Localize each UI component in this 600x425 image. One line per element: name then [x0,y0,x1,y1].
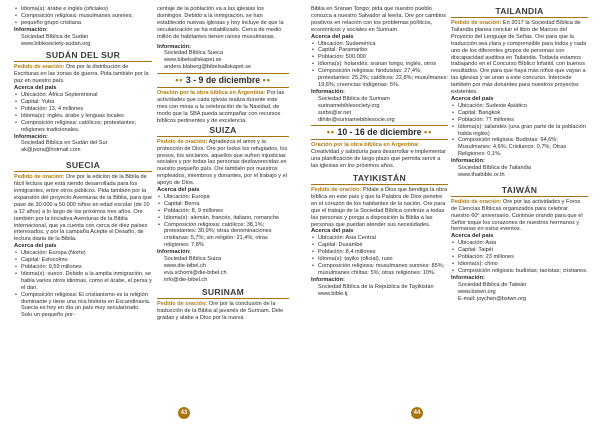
list-item: • Composición religiosa: El cristianismo es la religión dominante y tiene una rica historia en Escandinavia. Suecia es hoy en día un país muy secularizado. Solo un pequeño por- [21,292,152,320]
country-heading-tayikistan: TAYIKISTÁN [352,173,407,184]
divider [451,196,588,197]
info-line: www.bible.tj [318,290,348,297]
list-item: • Ubicación: África Septentrional [21,92,152,99]
week-title: 3 - 9 de diciembre [185,75,261,86]
about-heading: Acerca del país [157,187,200,194]
country-heading-taiwan: TAIWÁN [501,184,538,195]
list-item: • Ubicación: Asia [458,240,588,247]
prayer-text: Ore por la edición de la Biblia de fácil lectura que está siendo desarrollada para los inmigrantes, entre otros públicos. Pida también por la expansión del proyecto Aventuras de la Biblia, para que pase de 30.000 a 50.000 niños en edad escolar (de 10 a 12 años) a lo largo de los próximos tres años. Ore también por la iniciativa Aventuras de la Biblia internacional, que ya cuenta con cerca de diez países interesados, y por la campaña Acepte el Desafío, de lectura diaria de la Biblia. [14,174,152,243]
banner-dots: •• [326,127,335,138]
list-item: • Composición religiosa: católicos; protestantes; religiones tradicionales. [21,120,152,134]
prayer-request [14,64,152,85]
list-item: • Idioma(s): inglés, árabe y lenguas locales [21,113,152,120]
list-item: • Capital: Bangkok [458,110,588,117]
info-line: www.biblesociety-sudan.org [21,40,91,47]
about-heading: Acerca del país [14,85,57,92]
divider [157,136,289,137]
prayer-text: Ore por las actividades y Foros de Ciencias Bíblicas organizados para celebrar nuestro 60° aniversario. Continúe orando para que el Señor toque los corazones de nuestros hermanos y hermanas en estos eventos. [451,198,583,233]
banner-dots: •• [262,75,271,86]
continued-text: Biblia en Sranan Tongo; pida que nuestro pueblo conozca a nuestro Salvador al leerla. Ore por cambios positivos en relación con los problemas políticos, económicos y sociales en Surinam. [311,6,446,33]
list-item: • Composición religiosa: budistas; taoístas; cristianos. [458,268,588,275]
prayer-label: Pedido de oración: [451,20,502,26]
list-item: • Ubicación: Europa (Norte) [21,250,152,257]
info-line: ak@jvora@hotmail.com [21,147,81,154]
country-facts [157,194,289,249]
prayer-text: En 2017 la Sociedad Bíblica de Tailandia planea concluir el libro de Marcos del Proyecto del Lenguaje de Señas. Ore para que la traducción sea clara y comprensible para todos y cada uno de los diferentes grupos de personas con discapacidad auditiva en Tailandia. Todavía estamos trabajando en el Concurso Bíblico Infantil, con buenos resultados. Ore para que haya más niños que vayan a las iglesias y se unan a este concurso. Intercede también por más donantes para nuestros proyectos existentes. [451,20,587,96]
page-number: 43 [178,407,190,419]
country-heading-tailandia: TAILANDIA [495,6,544,16]
week-prayer-text: Por las actividades que cada iglesia realiza durante este mes con miras a la celebración de la Navidad, de modo que la SBA pueda acompañar con recursos bíblicos pertinentes y de excelencia. [157,90,285,124]
info-line: www.die-bibel.ch [164,263,206,269]
info-line: info@die-bibel.ch [164,276,208,283]
info-line: dihitn@surinamebiblesocie.org [318,116,395,123]
list-item: • Composición religiosa: musulmanes sunnies; [21,13,152,20]
info-line: Sociedad Bíblica Suiza [164,256,222,263]
about-heading: Acerca del país [451,233,494,240]
list-item: • Población: 8,4 millones [318,249,448,256]
list-item: • Capital: Paramaribo [318,47,448,54]
list-item: • Idioma(s): tayiko (oficial), ruso [318,256,448,263]
country-facts [451,103,588,158]
info-line: Sociedad Bíblica de Sudán [21,33,89,40]
list-item: • Idioma(s): tailandés (una gran parte de la población habla inglés) [458,124,588,138]
prayer-request [451,20,588,96]
prayer-label: Pedido de oración: [14,64,65,71]
week-banner [157,73,289,88]
list-item: • Población: 23 millones [458,254,588,261]
divider [157,298,289,299]
banner-dots: •• [424,127,433,138]
continued-text: centaje de la población va a las iglesias los domingos. Debido a la inmigración, se han establecido nuevas iglesias y hoy incluye de que la secularización se ha estabilizado. Cerca de medio millón de habitantes tienen raíces musulmanas. [157,6,284,40]
column-4 [451,6,588,302]
prayer-request [451,199,588,234]
info-label: Información: [451,158,485,165]
info-line: Sociedad Bíblica de Taiwán [458,281,527,288]
country-facts [14,92,152,133]
about-heading: Acerca del país [311,33,354,40]
week-banner [311,125,448,140]
list-item: • Población: 8, 9 millones [164,208,289,215]
info-line: Sociedad Bíblica de la República de Tayikistán [318,283,434,290]
country-facts [311,235,448,276]
info-label: Información: [157,249,191,256]
column-2 [157,6,289,321]
list-item: • Población: 500.000 [318,54,448,61]
page-number: 44 [411,407,423,419]
about-heading: Acerca del país [451,95,494,102]
list-item: • Composición religiosa: Budistas: 94,6%; Musulmanes: 4,6%; Cristianos: 0,7%; Otras Religiones: 0,1%. [458,137,588,158]
prayer-request [157,301,289,322]
info-line: eva.schomi@die-bibel.ch [164,269,227,276]
list-item: • Población: 13, 4 millones [21,106,152,113]
divider [311,184,448,185]
info-line: Sociedad Bíblica Sueca [164,50,224,57]
list-item: • Ubicación: Sudamérica [318,41,448,48]
list-item: • Capital: Yuba [21,99,152,106]
prayer-text: Ore por la conclusión de la traducción de la Biblia al javanés de Surinam. Dele gradas y alabe a Dios por la nueva [157,300,284,321]
sudan-bullets-cont [14,6,152,27]
prayer-label: Pedido de oración: [14,174,65,181]
list-item: • Idioma(s): árabe e inglés (oficiales) [21,6,152,13]
week-prayer-text: Creatividad y sabiduría para desarrollar e implementar una planificación de largo plazo que permita servir a las iglesias en los próximos años. [311,149,446,170]
about-heading: Acerca del país [14,243,57,250]
prayer-label: Pedido de oración: [311,187,362,194]
info-label: Información: [157,43,191,50]
list-item: • Idioma(s): chino [458,261,588,268]
prayer-label: Pedido de oración: [157,300,208,307]
list-item-text: pequeño grupo cristiana [21,19,82,26]
divider [14,61,152,62]
column-3 [311,6,448,298]
list-item: • Capital: Dusambé [318,242,448,249]
country-heading-surinam: SURINAM [201,286,245,297]
info-line: Sociedad Bíblica en Sudán del Sur [21,140,108,147]
week-prayer-label: Oración por la obra bíblica en Argentina: [311,142,420,149]
list-item: • Capital: Estocolmo [21,257,152,264]
list-item: • Idioma(s): sueco. Debido a la amplia inmigración, se habla varios otros idiomas, como el árabe, el persa y el dari. [21,271,152,292]
info-line: surbs@sr.net [318,109,352,116]
prayer-label: Pedido de oración: [157,138,208,145]
info-label: Información: [311,88,345,95]
list-item: • Ubicación: Sudeste Asiático [458,103,588,110]
week-title: 10 - 16 de diciembre [337,127,422,138]
week-prayer [311,142,448,170]
info-label: Información: [14,133,48,140]
prayer-request [311,187,448,228]
divider [451,17,588,18]
list-item: • Capital: Berna [164,201,289,208]
country-heading-sudan-sur: SUDÁN DEL SUR [45,50,121,61]
column-1 [14,6,152,319]
list-item: • Población: 77 millones [458,117,588,124]
week-prayer [157,90,289,125]
info-line: anders.blaberg@bibelsallskapet.se [164,64,252,71]
country-facts [14,250,152,319]
prayer-text: Pídale a Dios que bendiga la obra bíblica en este país y que la Palabra de Dios penetre en el corazón de los habitantes de la nación. Ore para que el trabajo de la Sociedad Bíblica continúe a todas las personas y ponga a disposición la Biblia a las personas que puedan atender sus necesidades. [311,187,448,228]
list-item: • Ubicación: Asia Central [318,235,448,242]
country-facts [311,41,448,89]
prayer-label: Pedido de oración: [451,198,502,205]
list-item: • Ubicación: Europa [164,194,289,201]
week-prayer-label: Oración por la obra bíblica en Argentina: [157,90,266,97]
prayer-text: Agradezca el amor y la protección de Dios. Ore por todos los refugiados, los presos, los ancianos, aquellos que sufren injusticias sociales y por todas las personas desfavorecidas en nuestro pequeño país. Ore también por nuestros empleados, miembros y donantes, por el trabajo y el apoyo de Dios. [157,138,288,187]
info-line: www.bibelsallskapet.se [164,57,222,64]
country-facts [451,240,588,275]
country-heading-suecia: SUECIA [65,160,101,171]
country-heading-suiza: SUIZA [209,124,237,135]
info-line: E-mail: joychen@bstwn.org [458,295,527,302]
info-label: Información: [451,274,485,281]
list-item: • Población: 9,59 millones [21,264,152,271]
info-line: www.thaibible.or.th [458,171,505,178]
info-line: www.bstwn.org [458,288,496,295]
list-item [21,20,152,27]
list-item: • Composición religiosa: católicos: 38,1%; protestantes: 30,9%; otras denominaciones cristianas: 5,7%; sin religión: 21,4%; otras religiones: 7,8% [164,222,289,250]
prayer-text: Ore por la distribución de Escrituras en las zonas de guerra. Pida también por la paz en nuestro país. [14,64,149,85]
list-item: • Composición religiosa: musulmanes sunnies: 85%; musulmanes chiítas: 5%; otras religiones: 10%. [318,263,448,277]
info-line: Sociedad Bíblica de Tailandia [458,165,531,172]
info-label: Información: [14,26,48,33]
list-item: • Composición religiosa: hinduistas: 27,4%; protestantes: 25,2%; católicos: 22,8%; musulmanes: 19,6%; creencias indígenas: 5%. [318,68,448,89]
banner-dots: •• [175,75,184,86]
list-item: • Idioma(s): holandés, sranan tongo, inglés, otros [318,61,448,68]
info-label: Información: [311,276,345,283]
info-line: Sociedad Bíblica de Surinam [318,95,390,102]
list-item: • Capital: Taipéi [458,247,588,254]
list-item: • Idioma(s): alemán, francés, italiano, romanche [164,215,289,222]
about-heading: Acerca del país [311,228,354,235]
divider [14,171,152,172]
prayer-request [157,139,289,187]
info-line: surinamebiblesociety.org [318,102,380,109]
prayer-request [14,174,152,243]
